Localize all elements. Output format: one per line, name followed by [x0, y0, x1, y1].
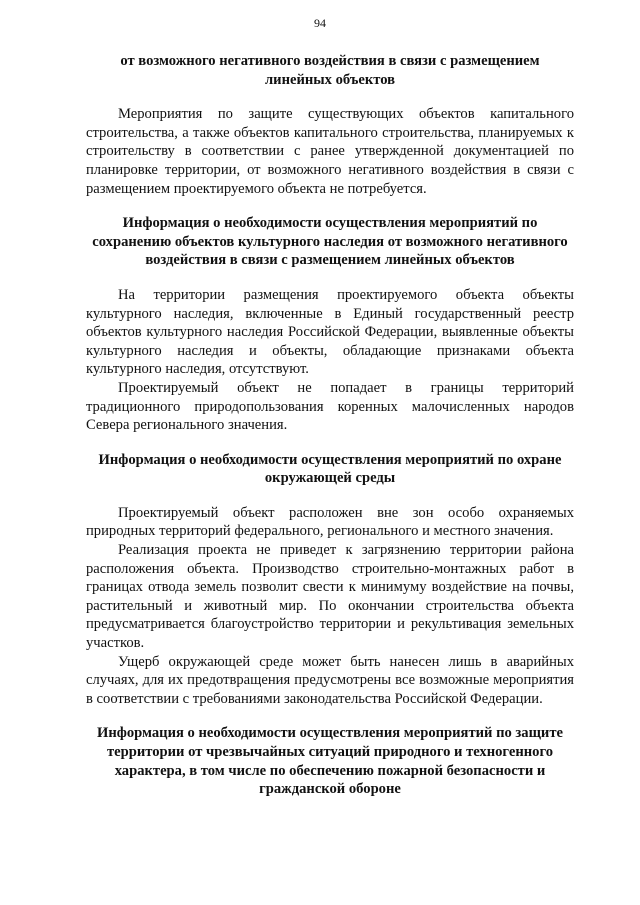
section-heading-cultural-heritage: Информация о необходимости осуществления мероприятий по сохранению объектов культурного наследия от возможного негативного воздействия в связи с размещением линейных объектов — [92, 215, 568, 269]
paragraph: Мероприятия по защите существующих объектов капитального строительства, а также объектов капитального строительства, планируемых к строительству в соответствии с ранее утвержденной документацией по планировке территории, от возможного негативного воздействия в связи с размещением проектируемого объекта не потребуется. — [86, 106, 574, 197]
paragraph: На территории размещения проектируемого объекта объекты культурного наследия, включенные в Единый государственный реестр объектов культурного наследия Российской Федерации, выявленные объекты культурного наследия и объекты, обладающие признаками объекта культурного наследия, отсутствуют. — [86, 286, 574, 378]
page-number: 94 — [314, 16, 326, 30]
paragraph: Проектируемый объект не попадает в границы территорий традиционного природопользования коренных малочисленных народов Севера регионального значения. — [86, 379, 574, 434]
section-heading-emergency: Информация о необходимости осуществления мероприятий по защите территории от чрезвычайных ситуаций природного и техногенного характера, в том числе по обеспечению пожарной безопасности и гражданской обороне — [97, 725, 563, 798]
paragraph: Проектируемый объект расположен вне зон особо охраняемых природных территорий федерального, регионального и местного значения. — [86, 504, 574, 540]
section-heading-environment: Информация о необходимости осуществления мероприятий по охране окружающей среды — [98, 451, 562, 487]
page-content — [86, 52, 574, 799]
paragraph: Реализация проекта не приведет к загрязнению территории района расположения объекта. Производство строительно-монтажных работ в границах отвода земель позволит свести к минимуму воздействие на почвы, растительный и животный мир. По окончании строительства объекта предусматривается благоустройство территории и рекультивация земельных участков. — [86, 542, 574, 652]
section-heading-negative-impact: от возможного негативного воздействия в связи с размещением линейных объектов — [120, 53, 540, 88]
paragraph: Ущерб окружающей среде может быть нанесен лишь в аварийных случаях, для их предотвращения предусмотрены все возможные мероприятия в соответствии с требованиями законодательства Российской Федерации. — [86, 653, 574, 707]
